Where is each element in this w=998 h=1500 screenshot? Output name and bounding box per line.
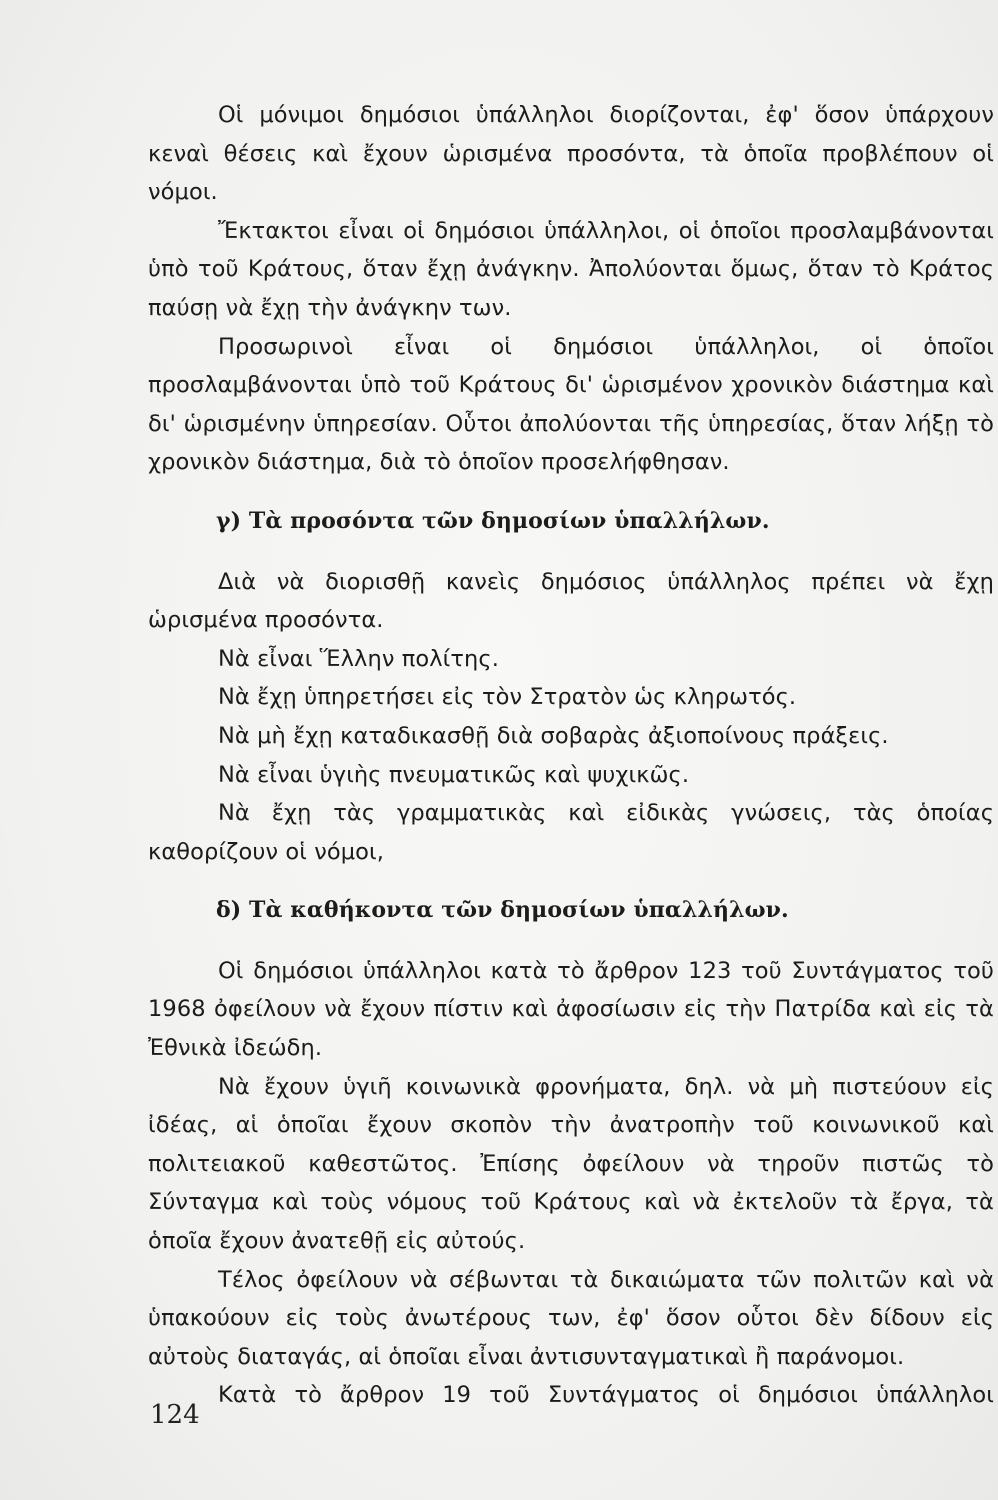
paragraph-duties-article-19: Κατὰ τὸ ἄρθρον 19 τοῦ Συντάγματος οἱ δημόσιοι ὑπάλληλοι (218, 1382, 994, 1409)
paragraph-duties-article-123: Οἱ δημόσιοι ὑπάλληλοι κατὰ τὸ ἄρθρον 123 τοῦ Συντάγματος τοῦ 1968 ὀφείλουν νὰ ἔχουν πίστιν καὶ ἀφοσίωσιν εἰς τὴν Πατρίδα καὶ εἰς τὰ Ἐθνικὰ ἰδεώδη. (148, 957, 994, 1062)
paragraph-provisional-employees: Προσωρινοὶ εἶναι οἱ δημόσιοι ὑπάλληλοι, οἱ ὁποῖοι προσλαμβάνονται ὑπὸ τοῦ Κράτους δι' ὡρισμένον χρονικὸν διάστημα καὶ δι' ὡρισμένην ὑπηρεσίαν. Οὗτοι ἀπολύονται τῆς ὑπηρεσίας, ὅταν λήξῃ τὸ χρονικὸν διάστημα, διὰ τὸ ὁποῖον προσελήφθησαν. (148, 333, 994, 476)
list-item-no-conviction: Νὰ μὴ ἔχῃ καταδικασθῇ διὰ σοβαρὰς ἀξιοποίνους πράξεις. (218, 722, 889, 749)
section-heading-qualifications: γ) Τὰ προσόντα τῶν δημοσίων ὑπαλλήλων. (216, 507, 770, 534)
paragraph-duties-respect: Τέλος ὀφείλουν νὰ σέβωνται τὰ δικαιώματα τῶν πολιτῶν καὶ νὰ ὑπακούουν εἰς τοὺς ἀνωτέρους των, ἐφ' ὅσον οὗτοι δὲν δίδουν εἰς αὐτοὺς διαταγάς, αἱ ὁποῖαι εἶναι ἀντισυνταγματικαὶ ἢ παράνομοι. (148, 1266, 994, 1370)
list-item-knowledge: Νὰ ἔχῃ τὰς γραμματικὰς καὶ εἰδικὰς γνώσεις, τὰς ὁποίας καθορίζουν οἱ νόμοι, (148, 800, 994, 865)
paragraph-qualifications-intro: Διὰ νὰ διορισθῇ κανεὶς δημόσιος ὑπάλληλος πρέπει νὰ ἔχῃ ὡρισμένα προσόντα. (148, 568, 994, 634)
list-item-citizenship: Νὰ εἶναι Ἕλλην πολίτης. (218, 645, 499, 672)
page-number: 124 (150, 1400, 200, 1430)
list-item-health: Νὰ εἶναι ὑγιὴς πνευματικῶς καὶ ψυχικῶς. (218, 761, 690, 788)
paragraph-duties-beliefs: Νὰ ἔχουν ὑγιῆ κοινωνικὰ φρονήματα, δηλ. νὰ μὴ πιστεύουν εἰς ἰδέας, αἱ ὁποῖαι ἔχουν σκοπὸν τὴν ἀνατροπὴν τοῦ κοινωνικοῦ καὶ πολιτειακοῦ καθεστῶτος. Ἐπίσης ὀφείλουν νὰ τηροῦν πιστῶς τὸ Σύνταγμα καὶ τοὺς νόμους τοῦ Κράτους καὶ νὰ ἐκτελοῦν τὰ ἔργα, τὰ ὁποῖα ἔχουν ἀνατεθῇ εἰς αὐτούς. (148, 1073, 994, 1255)
paragraph-permanent-employees: Οἱ μόνιμοι δημόσιοι ὑπάλληλοι διορίζονται, ἐφ' ὅσον ὑπάρχουν κεναὶ θέσεις καὶ ἔχουν ὡρισμένα προσόντα, τὰ ὁποῖα προβλέπουν οἱ νόμοι. (148, 102, 994, 206)
list-item-military-service: Νὰ ἔχῃ ὑπηρετήσει εἰς τὸν Στρατὸν ὡς κληρωτός. (218, 684, 797, 711)
paragraph-temporary-employees: Ἔκτακτοι εἶναι οἱ δημόσιοι ὑπάλληλοι, οἱ ὁποῖοι προσλαμβάνονται ὑπὸ τοῦ Κράτους, ὅταν ἔχῃ ἀνάγκην. Ἀπολύονται ὅμως, ὅταν τὸ Κράτος παύσῃ νὰ ἔχῃ τὴν ἀνάγκην των. (148, 217, 994, 321)
section-heading-duties: δ) Τὰ καθήκοντα τῶν δημοσίων ὑπαλλήλων. (216, 897, 789, 924)
page-body (148, 96, 994, 1415)
